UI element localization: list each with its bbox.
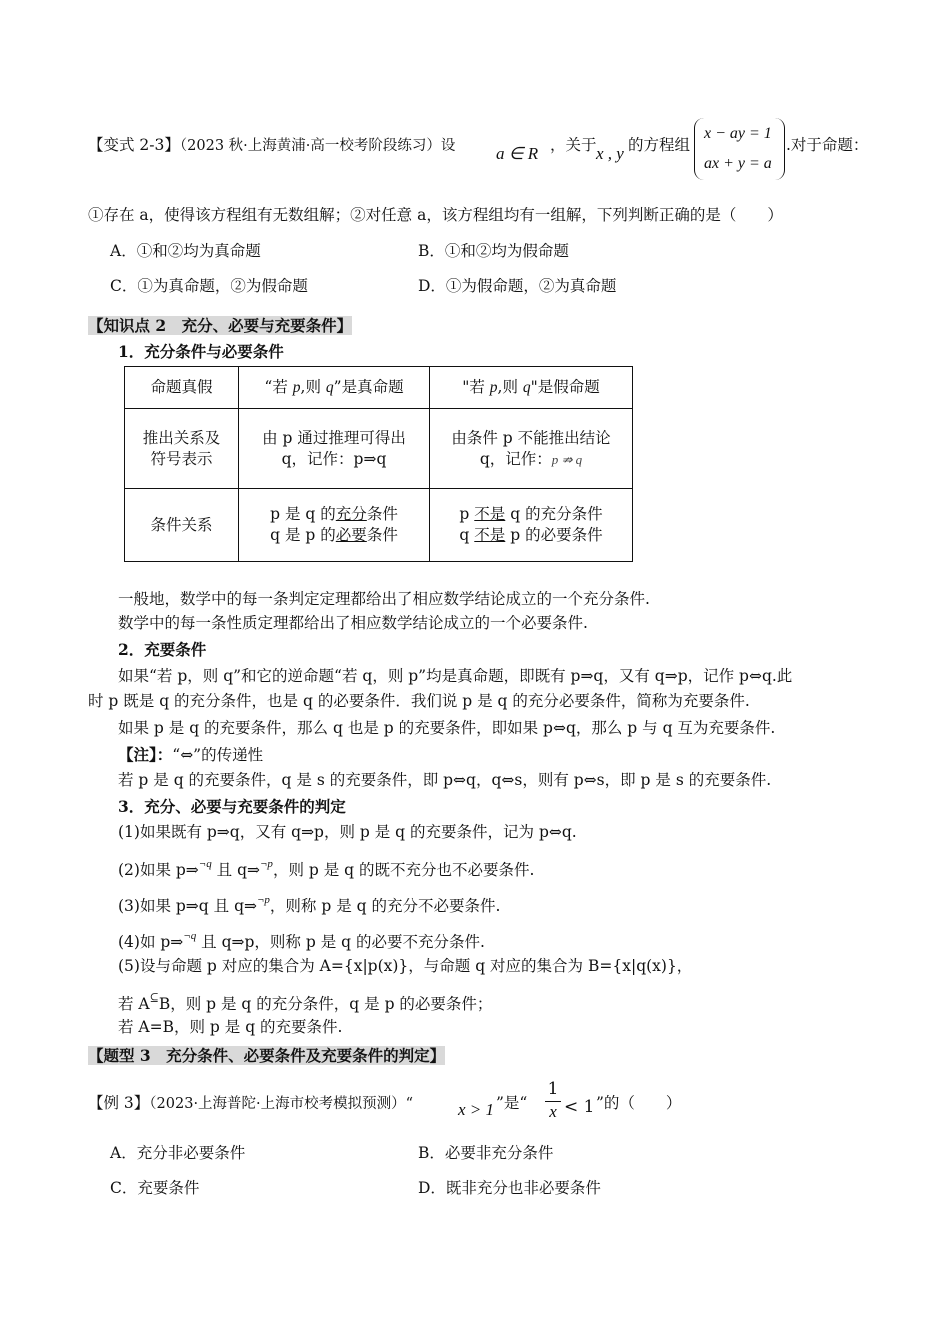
judge-rule-3: (3)如果 p⇒q 且 q⇒$^{\neg p}$，则称 p 是 q 的充分不必要条件. [118, 894, 501, 915]
less-than-1: < 1 [564, 1097, 595, 1117]
variant-option-d[interactable]: D．①为假命题，②为真命题 [418, 277, 617, 295]
equation-2: ax + y = a [704, 155, 772, 172]
example-end-text: ”的（ ） [596, 1094, 682, 1112]
table-header-truth: 命题真假 [125, 367, 239, 409]
equation-1: x − ay = 1 [704, 125, 772, 142]
neg-q: ¬q [198, 858, 212, 870]
table-cell-inference-false: 由条件 p 不能推出结论 q，记作：p ⇏ q [430, 409, 633, 489]
fraction-1-over-x [545, 1080, 561, 1122]
fraction-numerator: 1 [547, 1079, 559, 1099]
not-implies-symbol: p ⇏ q [551, 451, 583, 467]
note-line [118, 745, 263, 765]
judge-rule-2: (2)如果 p⇒$^{\neg q}$ 且 q⇒$^{\neg p}$，则 p 是 q 的既不充分也不必要条件. [118, 858, 535, 879]
subset-symbol: ⊆ [149, 991, 159, 1004]
neg-q: ¬q [183, 930, 197, 942]
judge-rule-7: 若 A=B，则 p 是 q 的充要条件. [118, 1018, 343, 1036]
condition-a-in-r: a ∈ R [496, 144, 539, 163]
judge-rule-5: (5)设与命题 p 对应的集合为 A={x|p(x)}，与命题 q 对应的集合为 B={x|q(x)}， [118, 957, 693, 975]
paragraph-necessary-theorem: 数学中的每一条性质定理都给出了相应数学结论成立的一个必要条件. [118, 614, 588, 632]
fraction-denominator: x [549, 1101, 557, 1121]
table-cell-inference-true: 由 p 通过推理可得出 q，记作：p⇒q [239, 409, 430, 489]
knowledge-point-2-title: 【知识点 2 充分、必要与充要条件】 [88, 316, 353, 335]
judge-rule-4: (4)如 p⇒$^{\neg q}$ 且 q⇒p，则称 p 是 q 的必要不充分条件. [118, 930, 485, 951]
paragraph-iff-1: 如果“若 p，则 q”和它的逆命题“若 q，则 p”均是真命题，即既有 p⇒q，又有 q⇒p，记作 p⇔q.此 [118, 667, 793, 685]
note-text: “⇔”的传递性 [172, 746, 264, 764]
example-option-d[interactable]: D．既非充分也非必要条件 [418, 1179, 601, 1197]
equation-system-text: 的方程组 [628, 136, 691, 154]
example-option-b[interactable]: B．必要非充分条件 [418, 1144, 554, 1162]
variables-xy: x , y [596, 144, 624, 163]
table-header-true: “若 p,则 q”是真命题 [239, 367, 430, 409]
variant-question-text: ①存在 a，使得该方程组有无数组解；②对任意 a，该方程组均有一组解，下列判断正确的是（ ） [88, 206, 783, 224]
subheading-3: 3．充分、必要与充要条件的判定 [118, 797, 346, 816]
condition-x-gt-1: x > 1 [458, 1100, 495, 1119]
neg-p: ¬p [256, 894, 270, 906]
equation-system [694, 118, 786, 182]
table-cell-condition-false: p 不是 q 的充分条件 q 不是 p 的必要条件 [430, 489, 633, 562]
note-label: 【注】： [118, 745, 173, 764]
table-row-inference-label: 推出关系及 符号表示 [125, 409, 239, 489]
table-cell-condition-true: p 是 q 的充分条件 q 是 p 的必要条件 [239, 489, 430, 562]
judge-rule-6: 若 A⊆B，则 p 是 q 的充分条件，q 是 p 的必要条件； [118, 991, 493, 1013]
about-text: ，关于 [550, 136, 597, 154]
variant-option-c[interactable]: C．①为真命题，②为假命题 [110, 277, 308, 295]
example-3-header [88, 1094, 413, 1113]
after-system-text: .对于命题： [786, 136, 869, 154]
variant-source: （2023 秋·上海黄浦·高一校考阶段练习）设 [179, 138, 456, 154]
subheading-1: 1．充分条件与必要条件 [118, 342, 284, 361]
variant-2-3-header [88, 136, 455, 155]
question-type-3-title: 【题型 3 充分条件、必要条件及充要条件的判定】 [88, 1046, 446, 1065]
paragraph-iff-2: 时 p 既是 q 的充分条件，也是 q 的必要条件．我们说 p 是 q 的充分必要条件，简称为充要条件. [88, 692, 750, 710]
neg-p: ¬p [260, 858, 273, 870]
variant-label: 【变式 2-3】 [88, 136, 180, 154]
subheading-2: 2．充要条件 [118, 640, 207, 659]
example-option-c[interactable]: C．充要条件 [110, 1179, 200, 1197]
example-source: （2023·上海普陀·上海市校考模拟预测）“ [149, 1096, 414, 1112]
judge-rule-1: (1)如果既有 p⇒q，又有 q⇒p，则 p 是 q 的充要条件，记为 p⇔q. [118, 823, 577, 841]
paragraph-iff-3: 如果 p 是 q 的充要条件，那么 q 也是 p 的充要条件，即如果 p⇔q，那么 p 与 q 互为充要条件. [118, 719, 776, 737]
variant-option-b[interactable]: B．①和②均为假命题 [418, 242, 569, 260]
example-option-a[interactable]: A．充分非必要条件 [110, 1144, 246, 1162]
table-row-condition-label: 条件关系 [125, 489, 239, 562]
example-mid-text: ”是“ [496, 1094, 528, 1112]
right-brace [774, 118, 785, 180]
paragraph-sufficient-theorem: 一般地，数学中的每一条判定定理都给出了相应数学结论成立的一个充分条件. [118, 590, 650, 608]
paragraph-transitivity: 若 p 是 q 的充要条件，q 是 s 的充要条件，即 p⇔q，q⇔s，则有 p⇔s，即 p 是 s 的充要条件. [118, 771, 772, 789]
table-header-false: "若 p,则 q"是假命题 [430, 367, 633, 409]
variant-option-a[interactable]: A．①和②均为真命题 [110, 242, 261, 260]
condition-table [124, 366, 633, 562]
example-label: 【例 3】 [88, 1094, 150, 1112]
